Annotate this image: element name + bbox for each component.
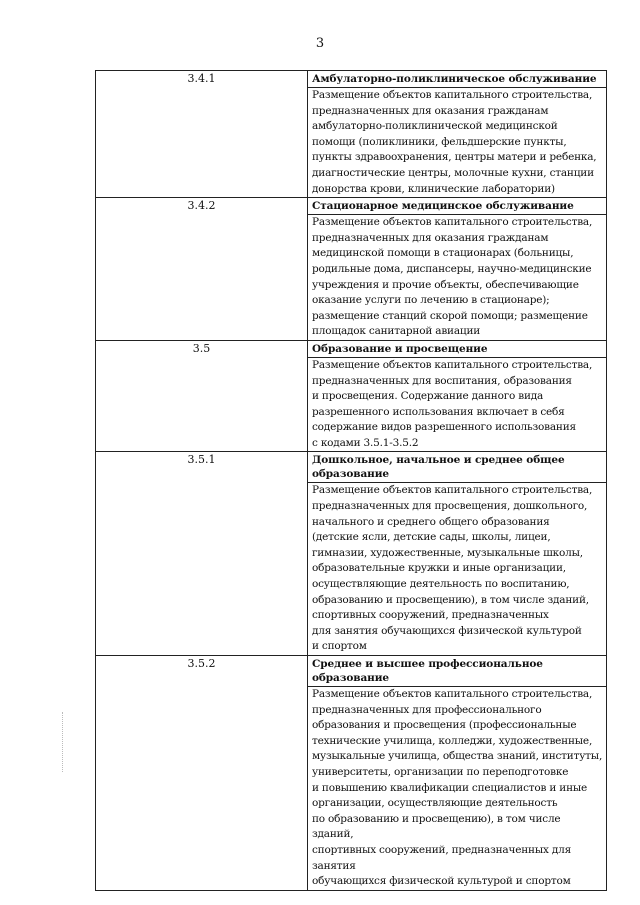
table-row [96,656,607,891]
description-line: образования и просвещения (профессиональные [312,719,577,732]
row-description [308,88,606,197]
row-content [308,656,607,891]
description-line: организации, осуществляющие деятельность [312,797,558,810]
description-line: спортивных сооружений, предназначенных для занятия [312,843,571,872]
description-line: и повышению квалификации специалистов и иные [312,781,588,794]
description-line: содержание видов разрешенного использования [312,421,576,434]
margin-mark [62,712,64,772]
description-line: обучающихся физической культурой и спортом [312,875,571,888]
description-line: предназначенных для оказания гражданам [312,104,549,117]
description-line: медицинской помощи в стационарах (больницы, [312,247,574,260]
row-title: Дошкольное, начальное и среднее общее образование [308,452,606,483]
row-code: 3.5 [96,340,308,452]
description-line: гимназии, художественные, музыкальные школы, [312,546,583,559]
description-line: Размещение объектов капитального строительства, [312,89,593,101]
description-line: диагностические центры, молочные кухни, станции [312,166,594,179]
description-line: разрешенного использования включает в себя [312,405,565,418]
description-line: Размещение объектов капитального строительства, [312,216,593,229]
row-code: 3.5.2 [96,656,308,891]
description-line: Размещение объектов капитального строительства, [312,484,593,497]
row-description [308,483,606,655]
description-line: амбулаторно-поликлинической медицинской [312,120,558,133]
row-description [308,358,606,452]
row-content [308,452,607,656]
description-line: пункты здравоохранения, центры матери и ребенка, [312,151,597,164]
row-content [308,198,607,341]
table-row [96,71,607,198]
row-description [308,687,606,890]
description-line: университеты, организации по переподготовке [312,765,569,778]
description-line: технические училища, колледжи, художественные, [312,734,593,747]
page-number: 3 [315,36,325,51]
description-line: начального и среднего общего образования [312,515,550,528]
description-line: и спортом [312,640,367,653]
row-title: Стационарное медицинское обслуживание [308,198,606,215]
row-code: 3.5.1 [96,452,308,656]
row-title: Образование и просвещение [308,341,606,358]
row-description [308,215,606,340]
row-title: Среднее и высшее профессиональное образование [308,656,606,687]
table-row [96,340,607,452]
row-title: Амбулаторно-поликлиническое обслуживание [308,71,606,88]
description-line: учреждения и прочие объекты, обеспечивающие [312,278,579,291]
description-line: Размещение объектов капитального строительства, [312,358,593,371]
table-row [96,198,607,341]
description-line: по образованию и просвещению), в том числе зданий, [312,812,561,841]
description-line: осуществляющие деятельность по воспитанию, [312,578,570,591]
row-code: 3.4.2 [96,198,308,341]
description-line: родильные дома, диспансеры, научно-медицинские [312,262,592,275]
description-line: спортивных сооружений, предназначенных [312,609,549,622]
description-line: размещение станций скорой помощи; размещение [312,309,588,322]
description-line: донорства крови, клинические лаборатории) [312,182,555,195]
description-line: предназначенных для оказания гражданам [312,231,549,244]
description-line: оказание услуги по лечению в стационаре); [312,294,550,307]
description-line: и просвещения. Содержание данного вида [312,390,544,403]
description-line: предназначенных для просвещения, дошкольного, [312,500,588,513]
description-line: предназначенных для воспитания, образования [312,374,572,387]
description-line: образовательные кружки и иные организации, [312,562,566,575]
description-line: образованию и просвещению), в том числе зданий, [312,593,589,606]
description-line: для занятия обучающихся физической культурой [312,624,582,637]
description-line: Размещение объектов капитального строительства, [312,688,593,700]
row-content [308,71,607,198]
land-use-table [95,70,607,891]
description-line: с кодами 3.5.1-3.5.2 [312,436,419,449]
description-line: музыкальные училища, общества знаний, институты, [312,750,603,763]
row-content [308,340,607,452]
table-row [96,452,607,656]
description-line: помощи (поликлиники, фельдшерские пункты, [312,135,567,148]
description-line: (детские ясли, детские сады, школы, лицеи, [312,531,551,544]
description-line: площадок санитарной авиации [312,325,481,338]
description-line: предназначенных для профессионального [312,703,542,716]
row-code: 3.4.1 [96,71,308,198]
